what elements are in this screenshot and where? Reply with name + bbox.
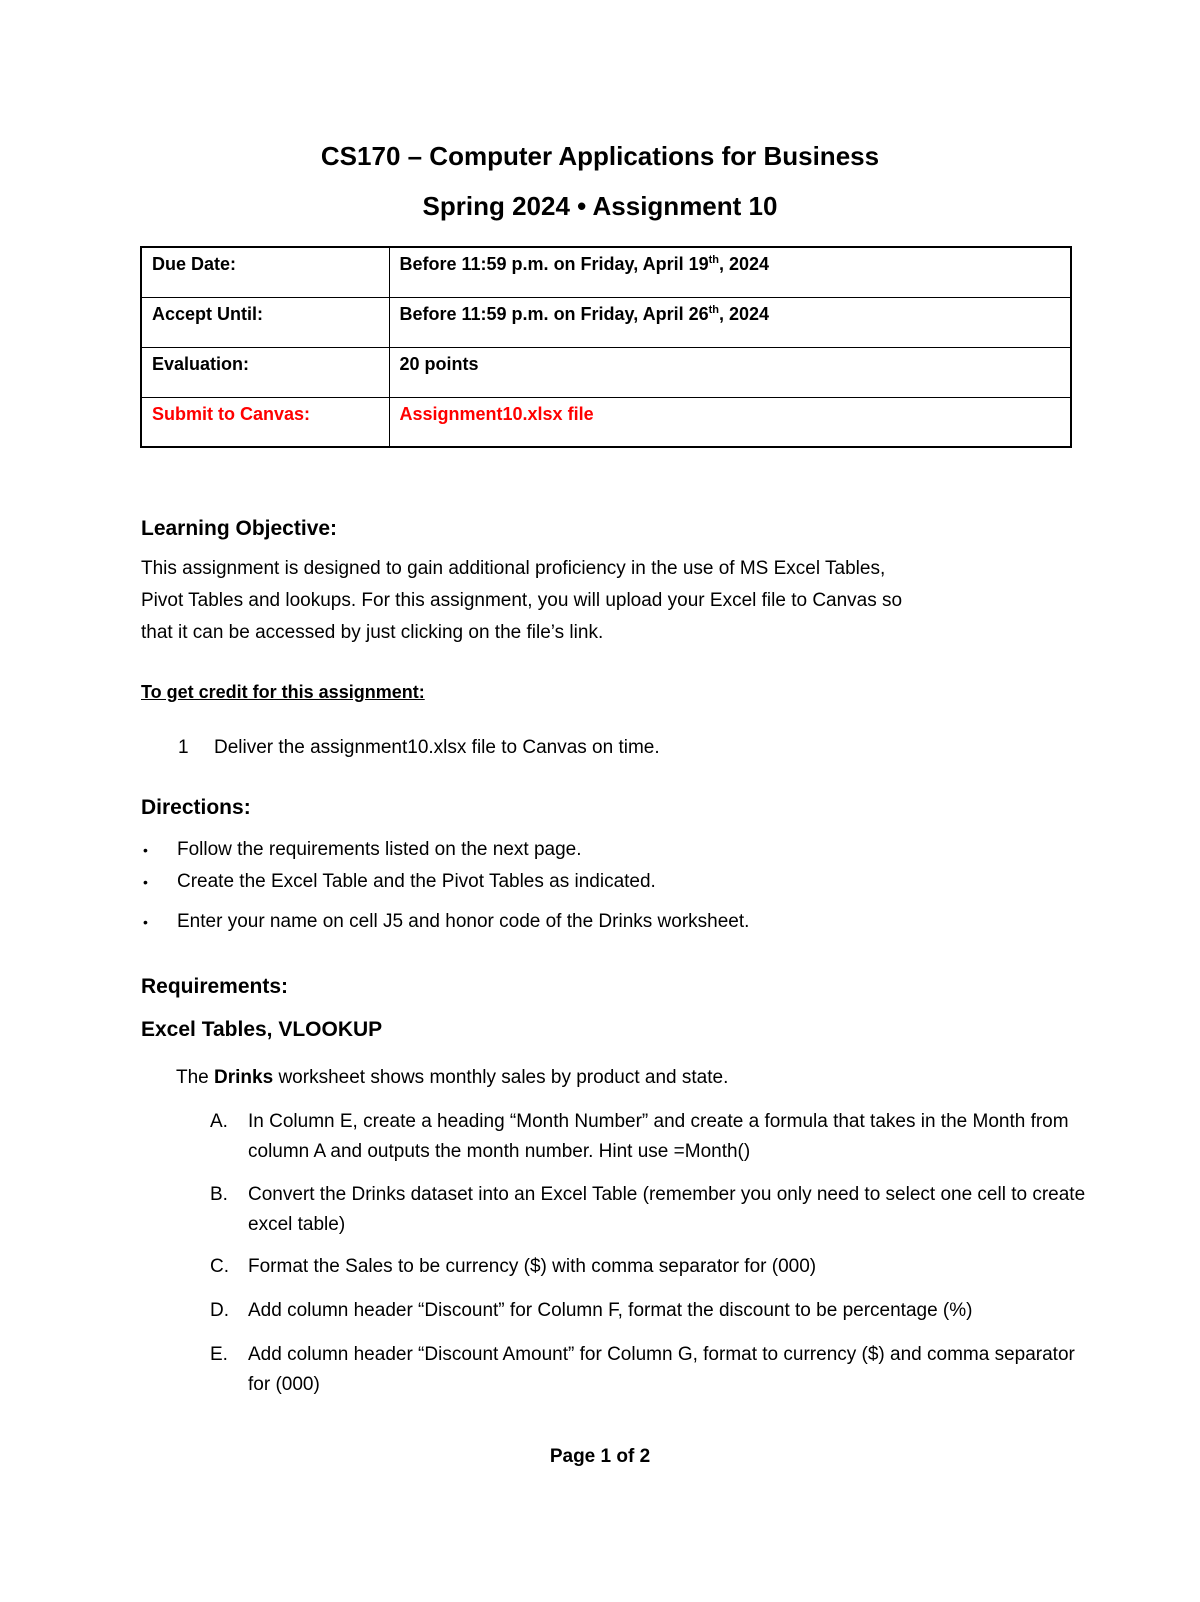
requirements-subheading: Excel Tables, VLOOKUP (141, 1018, 383, 1041)
page-number: Page 1 of 2 (549, 1446, 651, 1467)
info-row-accept-until (141, 297, 1071, 347)
requirement-item (210, 1180, 1090, 1240)
assignment-info-table (140, 246, 1072, 448)
requirement-letter: D. (210, 1300, 229, 1321)
due-date-value: Before 11:59 p.m. on Friday, April 19th, 2024 (389, 247, 1071, 297)
directions-item: • Enter your name on cell J5 and honor code of the Drinks worksheet. (143, 911, 750, 932)
list-item-text: Deliver the assignment10.xlsx file to Canvas on time. (214, 737, 660, 758)
learning-objective-text (141, 553, 1041, 649)
requirements-intro: The Drinks worksheet shows monthly sales by product and state. (176, 1067, 729, 1088)
requirement-letter: C. (210, 1256, 229, 1277)
info-row-due-date (141, 247, 1071, 297)
objective-line: This assignment is designed to gain additional proficiency in the use of MS Excel Tables, (141, 558, 886, 579)
bullet-icon: • (143, 914, 148, 930)
bullet-icon: • (143, 842, 148, 858)
requirements-heading: Requirements: (141, 975, 289, 998)
evaluation-value: 20 points (389, 347, 1071, 397)
requirement-text: Add column header “Discount” for Column F, format the discount to be percentage (%) (248, 1300, 973, 1321)
requirement-text: In Column E, create a heading “Month Number” and create a formula that takes in the Month from column A and outputs the month number. Hint use =Month() (248, 1111, 1069, 1162)
submit-value: Assignment10.xlsx file (389, 397, 1071, 447)
accept-until-label: Accept Until: (141, 297, 389, 347)
info-row-evaluation (141, 347, 1071, 397)
bullet-icon: • (143, 874, 148, 890)
directions-item: • Follow the requirements listed on the next page. (143, 839, 582, 860)
requirement-letter: B. (210, 1184, 228, 1205)
submit-label: Submit to Canvas: (141, 397, 389, 447)
directions-item: • Create the Excel Table and the Pivot Tables as indicated. (143, 871, 656, 892)
learning-objective-heading: Learning Objective: (141, 517, 338, 540)
credit-heading: To get credit for this assignment: (141, 682, 425, 702)
directions-heading: Directions: (141, 796, 251, 819)
credit-list-item (178, 736, 660, 760)
requirement-item (210, 1340, 1090, 1400)
requirement-text: Add column header “Discount Amount” for Column G, format to currency ($) and comma separator for (000) (248, 1344, 1075, 1395)
info-row-submit (141, 397, 1071, 447)
list-number: 1 (178, 737, 189, 758)
requirement-item (210, 1296, 1090, 1326)
requirement-item (210, 1107, 1090, 1167)
requirement-item (210, 1252, 1090, 1282)
requirement-text: Convert the Drinks dataset into an Excel Table (remember you only need to select one cell to create excel table) (248, 1184, 1086, 1235)
term-assignment-title: Spring 2024 • Assignment 10 (422, 191, 778, 221)
accept-until-value: Before 11:59 p.m. on Friday, April 26th, 2024 (389, 297, 1071, 347)
drinks-worksheet-name: Drinks (214, 1067, 274, 1088)
requirement-letter: A. (210, 1111, 228, 1132)
requirement-text: Format the Sales to be currency ($) with comma separator for (000) (248, 1256, 817, 1277)
requirement-letter: E. (210, 1344, 228, 1365)
objective-line: Pivot Tables and lookups. For this assignment, you will upload your Excel file to Canvas so (141, 590, 903, 611)
objective-line: that it can be accessed by just clicking on the file’s link. (141, 622, 604, 643)
due-date-label: Due Date: (141, 247, 389, 297)
course-title: CS170 – Computer Applications for Business (320, 141, 880, 171)
evaluation-label: Evaluation: (141, 347, 389, 397)
